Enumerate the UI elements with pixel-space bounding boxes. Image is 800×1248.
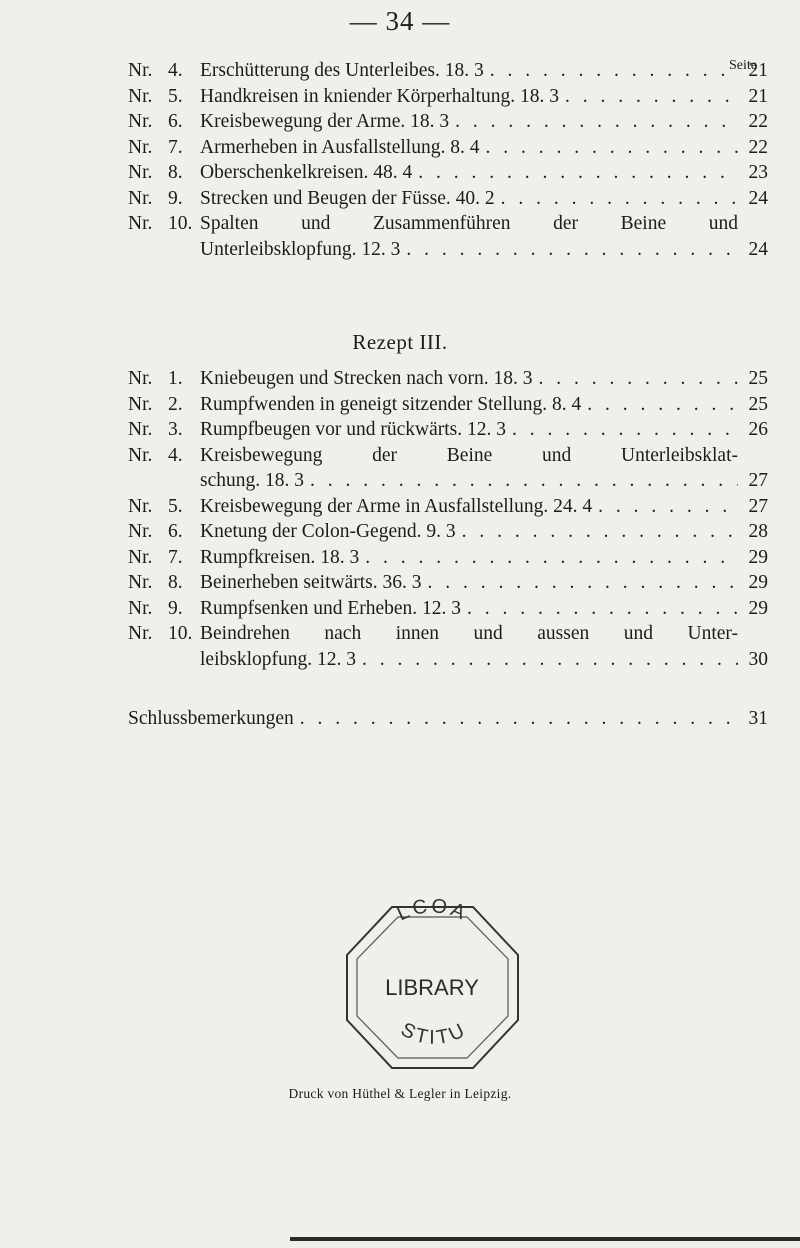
leader-dots: [304, 468, 738, 494]
entry-page: 24: [748, 187, 768, 209]
leader-dots: [592, 494, 738, 520]
entry-nr-label: Nr.: [128, 419, 153, 440]
toc-entry: [128, 519, 768, 545]
entry-body: [200, 647, 768, 673]
entry-number: 5.: [168, 495, 183, 517]
entry-number: 9.: [168, 187, 183, 209]
entry-body: [200, 58, 768, 84]
entry-text: Handkreisen in kniender Körperhaltung. 18. 3: [200, 85, 560, 107]
leader-dots: [412, 160, 738, 186]
entry-body: [200, 494, 768, 520]
toc-entry-continuation: [128, 468, 768, 494]
entry-nr-label: Nr.: [128, 597, 153, 619]
entry-page: 24: [748, 238, 768, 260]
entry-nr-label: Nr.: [128, 187, 153, 209]
leader-dots: [356, 647, 738, 673]
toc-entry-continuation: [128, 647, 768, 673]
entry-body: [200, 596, 768, 622]
entry-body: [200, 417, 768, 443]
entry-number: 10.: [168, 623, 193, 644]
leader-dots: [495, 186, 738, 212]
leader-dots: [449, 109, 738, 135]
entry-nr-label: Nr.: [128, 623, 153, 644]
toc-entry: [128, 596, 768, 622]
entry-nr-label: Nr.: [128, 111, 153, 132]
toc-entry: [128, 211, 768, 237]
entry-page: 23: [748, 162, 768, 183]
entry-number: 9.: [168, 597, 183, 619]
entry-text: Kreisbewegung der Arme in Ausfallstellung. 24. 4: [200, 495, 593, 517]
entry-text: Rumpfsenken und Erheben. 12. 3: [200, 597, 462, 619]
entry-page: 25: [748, 368, 768, 389]
entry-page: 26: [748, 419, 768, 440]
leader-dots: [506, 417, 738, 443]
entry-body: [200, 468, 768, 494]
entry-text: Knetung der Colon-Gegend. 9. 3: [200, 521, 456, 542]
entry-number: 7.: [168, 136, 183, 158]
entry-page: 22: [748, 111, 768, 132]
entry-body: [200, 366, 768, 392]
entry-nr-label: Nr.: [128, 162, 153, 183]
entry-body: [200, 160, 768, 186]
entry-text: Rumpfkreisen. 18. 3: [200, 546, 360, 568]
entry-body: [200, 186, 768, 212]
entry-nr-label: Nr.: [128, 572, 153, 593]
closing-entry-text: Schlussbemerkungen: [128, 708, 294, 729]
entry-page: 29: [748, 546, 768, 568]
toc-entry: [128, 570, 768, 596]
entry-text: Spalten und Zusammenführen der Beine und: [200, 213, 738, 234]
entry-nr-label: Nr.: [128, 368, 153, 389]
entry-text: Beinerheben seitwärts. 36. 3: [200, 572, 422, 593]
entry-number: 8.: [168, 572, 183, 593]
entry-text: Kreisbewegung der Beine und Unterleibsklat-: [200, 444, 738, 466]
entry-nr-label: Nr.: [128, 521, 153, 542]
entry-number: 4.: [168, 60, 183, 81]
toc-entry: [128, 58, 768, 84]
bottom-edge-rule: [290, 1237, 800, 1241]
entry-page: 29: [748, 597, 768, 619]
entry-text: Oberschenkelkreisen. 48. 4: [200, 162, 413, 183]
toc-entry: [128, 621, 768, 647]
toc-entry: [128, 417, 768, 443]
entry-body: [200, 109, 768, 135]
entry-nr-label: Nr.: [128, 444, 153, 466]
entry-page: 21: [748, 85, 768, 107]
leader-dots: [421, 570, 738, 596]
leader-dots: [294, 708, 738, 730]
leader-dots: [456, 519, 738, 545]
toc-entry: [128, 186, 768, 212]
entry-page: 28: [748, 521, 768, 542]
entry-page: 30: [748, 648, 768, 670]
entry-text: Rumpfbeugen vor und rückwärts. 12. 3: [200, 419, 506, 440]
library-stamp: [340, 895, 525, 1080]
closing-entry: [128, 708, 768, 730]
toc-section-continued: [128, 58, 768, 262]
entry-nr-label: Nr.: [128, 85, 153, 107]
toc-entry: [128, 109, 768, 135]
entry-page: 29: [748, 572, 768, 593]
entry-nr-label: Nr.: [128, 495, 153, 517]
entry-page: 21: [748, 60, 768, 81]
toc-entry: [128, 135, 768, 161]
entry-text: Strecken und Beugen der Füsse. 40. 2: [200, 187, 495, 209]
stamp-bottom-text: STITU: [397, 1018, 471, 1050]
leader-dots: [533, 366, 739, 392]
entry-body: [200, 237, 768, 263]
toc-section-rezept-3: [128, 366, 768, 672]
entry-text-continued: Unterleibsklopfung. 12. 3: [200, 238, 401, 260]
entry-number: 2.: [168, 393, 183, 415]
toc-entry: [128, 366, 768, 392]
entry-page: 25: [748, 393, 768, 415]
entry-text: Kreisbewegung der Arme. 18. 3: [200, 111, 450, 132]
entry-nr-label: Nr.: [128, 546, 153, 568]
entry-text: Beindrehen nach innen und aussen und Unter-: [200, 623, 738, 644]
page-column-label: Seite: [729, 58, 757, 73]
entry-body: [200, 519, 768, 545]
toc-entry-continuation: [128, 237, 768, 263]
entry-text-continued: schung. 18. 3: [200, 470, 304, 491]
entry-number: 6.: [168, 111, 183, 132]
leader-dots: [479, 135, 738, 161]
entry-body: [200, 84, 768, 110]
entry-number: 1.: [168, 368, 183, 389]
entry-text: Rumpfwenden in geneigt sitzender Stellung. 8. 4: [200, 393, 582, 415]
entry-body: [200, 621, 738, 647]
toc-entry: [128, 160, 768, 186]
entry-number: 7.: [168, 546, 183, 568]
entry-body: [200, 135, 768, 161]
entry-page: 22: [748, 136, 768, 158]
entry-body: [200, 545, 768, 571]
entry-nr-label: Nr.: [128, 393, 153, 415]
toc-entry: [128, 392, 768, 418]
entry-text: Erschütterung des Unterleibes. 18. 3: [200, 60, 484, 81]
leader-dots: [581, 392, 738, 418]
entry-text: Armerheben in Ausfallstellung. 8. 4: [200, 136, 480, 158]
stamp-top-text: LCOA: [393, 895, 472, 926]
entry-number: 8.: [168, 162, 183, 183]
page-number: — 34 —: [349, 6, 451, 36]
entry-body: [200, 392, 768, 418]
entry-number: 3.: [168, 419, 183, 440]
entry-page: 27: [748, 470, 768, 491]
section-heading: Rezept III.: [352, 330, 448, 354]
entry-nr-label: Nr.: [128, 213, 153, 234]
toc-entry: [128, 84, 768, 110]
entry-page: 27: [748, 495, 768, 517]
entry-text-continued: leibsklopfung. 12. 3: [200, 648, 356, 670]
entry-body: [200, 570, 768, 596]
toc-entry: [128, 443, 768, 469]
leader-dots: [359, 545, 738, 571]
printer-imprint: Druck von Hüthel & Legler in Leipzig.: [288, 1086, 512, 1101]
leader-dots: [484, 58, 738, 84]
entry-nr-label: Nr.: [128, 60, 153, 81]
entry-nr-label: Nr.: [128, 136, 153, 158]
toc-entry: [128, 494, 768, 520]
toc-entry: [128, 545, 768, 571]
entry-number: 4.: [168, 444, 183, 466]
closing-entry-page: 31: [748, 708, 768, 729]
stamp-middle-text: LIBRARY: [385, 975, 479, 1000]
entry-number: 5.: [168, 85, 183, 107]
entry-number: 10.: [168, 213, 193, 234]
entry-number: 6.: [168, 521, 183, 542]
leader-dots: [400, 237, 738, 263]
leader-dots: [559, 84, 738, 110]
entry-body: [200, 443, 738, 469]
leader-dots: [461, 596, 738, 622]
entry-body: [200, 211, 738, 237]
entry-text: Kniebeugen und Strecken nach vorn. 18. 3: [200, 368, 533, 389]
